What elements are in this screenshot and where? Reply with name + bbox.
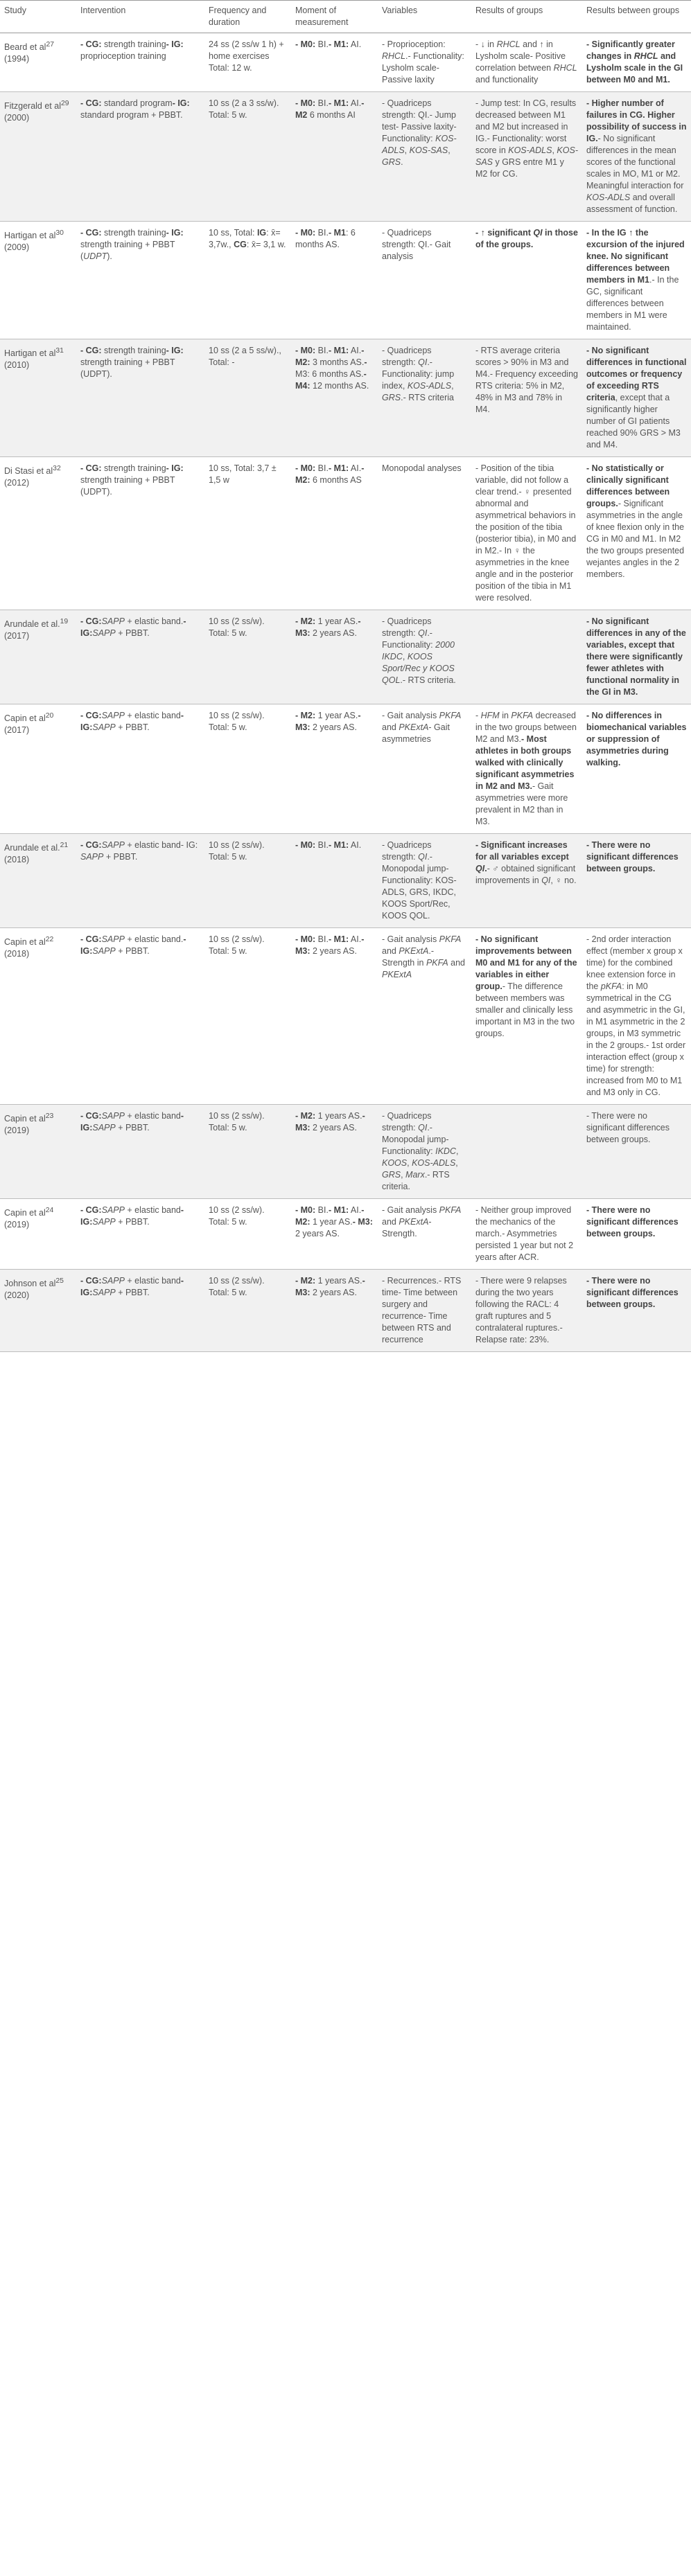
- cell-intervention: - CG: strength training- IG: proprioception training: [80, 39, 184, 61]
- table-row: [0, 1105, 691, 1199]
- cell-results-groups: - Jump test: In CG, results decreased between M1 and M2 but increased in IG.- Functionality: worst score in KOS-ADLS, KOS-SAS y GRS entre M1 y M2 for CG.: [475, 98, 578, 179]
- cell-results-between: - Higher number of failures in CG. Higher possibility of success in IG.- No significant differences in the mean scores of the functional scales in MO, M1 or M2. Meaningful interaction for KOS-ADLS and overall assessment of function.: [586, 98, 687, 214]
- cell-results-between: - In the IG ↑ the excursion of the injured knee. No significant differences between members in M1.- In the GC, significant differences between members in M1 were maintained.: [586, 228, 685, 332]
- cell-intervention: - CG:SAPP + elastic band- IG: SAPP + PBBT.: [80, 840, 198, 862]
- header-intervention: Intervention: [76, 1, 204, 33]
- cell-frequency: 24 ss (2 ss/w 1 h) + home exercises Total: 12 w.: [209, 39, 284, 73]
- cell-results-groups: - Neither group improved the mechanics of the march.- Asymmetries persisted 1 year but not 2 years after ACR.: [475, 1205, 574, 1262]
- header-results-groups: Results of groups: [471, 1, 582, 33]
- cell-study: Capin et $al^{24}$ (2019): [4, 1207, 54, 1230]
- cell-results-groups: - RTS average criteria scores > 90% in M3 and M4.- Frequency exceeding RTS criteria: 5% in M2, 48% in M3 and 78% in M4.: [475, 346, 578, 414]
- cell-frequency: 10 ss (2 ss/w). Total: 5 w.: [209, 1276, 265, 1297]
- table-row: [0, 1270, 691, 1352]
- table-row: [0, 457, 691, 610]
- table-body: [0, 33, 691, 1352]
- header-row: [0, 1, 691, 33]
- cell-intervention: - CG:SAPP + elastic band- IG:SAPP + PBBT.: [80, 1276, 184, 1297]
- cell-moment: - M2: 1 years AS.- M3: 2 years AS.: [295, 1111, 365, 1132]
- cell-frequency: 10 ss (2 ss/w). Total: 5 w.: [209, 934, 265, 956]
- cell-results-between: - There were no significant differences between groups.: [586, 1276, 679, 1309]
- cell-variables: - Quadriceps strength: QI.- Monopodal jump- Functionality: KOS-ADLS, GRS, IKDC, KOOS Sport/Rec, KOOS QOL.: [382, 840, 457, 921]
- cell-study: Capin et $al^{20}$ (2017): [4, 712, 54, 736]
- cell-moment: - M2: 1 year AS.- M3: 2 years AS.: [295, 616, 361, 638]
- cell-study: Fitzgerald et $al^{29}$ (2000): [4, 100, 69, 123]
- table-row: [0, 704, 691, 834]
- cell-moment: - M0: BI.- M1: 6 months AS.: [295, 228, 356, 249]
- cell-study: Di Stasi et $al^{32}$ (2012): [4, 465, 61, 488]
- cell-results-between: - No significant differences in functional outcomes or frequency of exceeding RTS criteria, except that a significantly higher number of GI patients reached 90% GRS > M3 and M4.: [586, 346, 687, 450]
- cell-study: Arundale et al.$^{21}$ (2018): [4, 842, 69, 865]
- cell-study: Johnson et $al^{25}$ (2020): [4, 1277, 64, 1301]
- table-row: [0, 339, 691, 457]
- cell-study: Capin et $al^{23}$ (2019): [4, 1112, 54, 1136]
- table-row: [0, 33, 691, 92]
- cell-frequency: 10 ss, Total: 3,7 ± 1,5 w: [209, 463, 277, 485]
- cell-frequency: 10 ss (2 ss/w). Total: 5 w.: [209, 1205, 265, 1227]
- cell-variables: - Recurrences.- RTS time- Time between surgery and recurrence- Time between RTS and recurrence: [382, 1276, 462, 1344]
- cell-variables: - Gait analysis PKFA and PKExtA- Strength.: [382, 1205, 462, 1238]
- header-variables: Variables: [378, 1, 471, 33]
- cell-frequency: 10 ss (2 ss/w). Total: 5 w.: [209, 1111, 265, 1132]
- cell-results-between: - There were no significant differences between groups.: [586, 840, 679, 873]
- cell-results-groups: - ↑ significant QI in those of the groups.: [475, 228, 578, 249]
- cell-intervention: - CG:SAPP + elastic band.- IG:SAPP + PBBT.: [80, 934, 186, 956]
- header-results-between: Results between groups: [582, 1, 691, 33]
- cell-results-between: - There were no significant differences between groups.: [586, 1111, 670, 1144]
- cell-variables: - Quadriceps strength: QI.- Jump test- Passive laxity- Functionality: KOS-ADLS, KOS-SAS, GRS.: [382, 98, 457, 167]
- cell-intervention: - CG: strength training- IG: strength training + PBBT (UDPT).: [80, 228, 184, 261]
- cell-intervention: - CG:SAPP + elastic band- IG:SAPP + PBBT.: [80, 711, 184, 732]
- cell-variables: - Gait analysis PKFA and PKExtA- Gait asymmetries: [382, 711, 462, 744]
- cell-results-groups: - Position of the tibia variable, did not follow a clear trend.- ♀ presented abnormal and asymmetrical behaviors in the position of the tibia (posterior tibia), in M0 and in M2.- In ♀ the asymmetries in the knee angle and in the posterior position of the tibia in M1 were resolved.: [475, 463, 577, 603]
- cell-intervention: - CG:SAPP + elastic band- IG:SAPP + PBBT.: [80, 1205, 184, 1227]
- cell-variables: - Proprioception: RHCL.- Functionality: Lysholm scale- Passive laxity: [382, 39, 464, 85]
- cell-study: Beard et $al^{27}$ (1994): [4, 41, 55, 64]
- table-row: [0, 222, 691, 339]
- cell-results-between: - Significantly greater changes in RHCL and Lysholm scale in the GI between M0 and M1.: [586, 39, 683, 85]
- cell-results-groups: [471, 1105, 582, 1199]
- cell-frequency: 10 ss (2 a 5 ss/w)., Total: -: [209, 346, 281, 367]
- header-study: Study: [0, 1, 76, 33]
- cell-variables: - Quadriceps strength: QI.- Gait analysis: [382, 228, 451, 261]
- cell-intervention: - CG: strength training- IG: strength training + PBBT (UDPT).: [80, 463, 184, 497]
- cell-intervention: - CG:SAPP + elastic band.- IG:SAPP + PBBT.: [80, 616, 186, 638]
- cell-moment: - M0: BI.- M1: AI.- M2: 1 year AS.- M3: 2 years AS.: [295, 1205, 373, 1238]
- table-row: [0, 1199, 691, 1270]
- table-row: [0, 928, 691, 1105]
- cell-results-groups: - Significant increases for all variables except QI.- ♂ obtained significant improvements in QI, ♀ no.: [475, 840, 577, 885]
- cell-results-between: - No differences in biomechanical variables or suppression of asymmetries during walking.: [586, 711, 687, 767]
- cell-results-groups: - No significant improvements between M0 and M1 for any of the variables in either group.- The difference between members was smaller and clinically less important in M3 in the two groups.: [475, 934, 577, 1038]
- cell-moment: - M0: BI.- M1: AI.: [295, 39, 362, 49]
- cell-variables: - Quadriceps strength: QI.- Monopodal jump- Functionality: IKDC, KOOS, KOS-ADLS, GRS, Marx.- RTS criteria.: [382, 1111, 459, 1191]
- cell-moment: - M0: BI.- M1: AI.: [295, 840, 362, 850]
- cell-frequency: 10 ss (2 ss/w). Total: 5 w.: [209, 616, 265, 638]
- cell-results-groups: [471, 610, 582, 704]
- cell-moment: - M2: 1 year AS.- M3: 2 years AS.: [295, 711, 361, 732]
- cell-intervention: - CG: standard program- IG: standard program + PBBT.: [80, 98, 190, 120]
- table-header: [0, 1, 691, 33]
- cell-results-groups: - HFM in PKFA decreased in the two groups between M2 and M3.- Most athletes in both groups walked with clinically significant asymmetries in M2 and M3.- Gait asymmetries were more prevalent in M2 than in M3.: [475, 711, 577, 826]
- cell-results-groups: - ↓ in RHCL and ↑ in Lysholm scale- Positive correlation between RHCL and functionality: [475, 39, 577, 85]
- cell-results-groups: - There were 9 relapses during the two years following the RACL: 4 graft ruptures and 5 contralateral ruptures.- Relapse rate: 23%.: [475, 1276, 567, 1344]
- cell-variables: - Gait analysis PKFA and PKExtA.- Strength in PKFA and PKExtA: [382, 934, 466, 979]
- cell-moment: - M0: BI.- M1: AI.- M2: 3 months AS.- M3: 6 months AS.- M4: 12 months AS.: [295, 346, 369, 391]
- cell-moment: - M0: BI.- M1: AI.- M3: 2 years AS.: [295, 934, 365, 956]
- cell-moment: - M0: BI.- M1: AI.- M2: 6 months AS: [295, 463, 365, 485]
- cell-study: Arundale et al.$^{19}$ (2017): [4, 618, 69, 641]
- header-frequency: Frequency and duration: [204, 1, 291, 33]
- cell-results-between: - There were no significant differences between groups.: [586, 1205, 679, 1238]
- cell-results-between: - No significant differences in any of the variables, except that there were significantly fewer athletes with functional normality in the GI in M3.: [586, 616, 686, 697]
- cell-frequency: 10 ss (2 ss/w). Total: 5 w.: [209, 711, 265, 732]
- table-row: [0, 834, 691, 928]
- cell-frequency: 10 ss (2 ss/w). Total: 5 w.: [209, 840, 265, 862]
- cell-results-between: - No statistically or clinically significant differences between groups.- Significant asymmetries in the angle of knee flexion only in the CG in M0 and M1. In M2 the two groups presented wejantes angles in the 2 members.: [586, 463, 685, 579]
- cell-frequency: 10 ss (2 a 3 ss/w). Total: 5 w.: [209, 98, 279, 120]
- cell-variables: - Quadriceps strength: QI.- Functionality: jump index, KOS-ADLS, GRS.- RTS criteria: [382, 346, 455, 402]
- cell-intervention: - CG:SAPP + elastic band- IG:SAPP + PBBT.: [80, 1111, 184, 1132]
- cell-frequency: 10 ss, Total: IG: x̄= 3,7w., CG: x̄= 3,1 w.: [209, 228, 286, 249]
- cell-variables: Monopodal analyses: [382, 463, 462, 473]
- cell-variables: - Quadriceps strength: QI.- Functionality: 2000 IKDC, KOOS Sport/Rec y KOOS QOL.- RTS criteria.: [382, 616, 456, 685]
- header-moment: Moment of measurement: [291, 1, 378, 33]
- cell-study: Capin et $al^{22}$ (2018): [4, 936, 54, 959]
- cell-intervention: - CG: strength training- IG: strength training + PBBT (UDPT).: [80, 346, 184, 379]
- cell-results-between: - 2nd order interaction effect (member x group x time) for the combined knee extension force in the pKFA: in M0 symmetrical in the CG and asymmetric in the GI, in M1 asymmetric in the 2 groups, in M3 symmetric in the 2 groups.- 1st order interaction effect (group x time) for strength: increased from M0 to M1 and M3 only in CG.: [586, 934, 686, 1097]
- cell-study: Hartigan et $al^{31}$ (2010): [4, 347, 64, 371]
- cell-moment: - M0: BI.- M1: AI.- M2 6 months AI: [295, 98, 365, 120]
- table-row: [0, 610, 691, 704]
- cell-moment: - M2: 1 years AS.- M3: 2 years AS.: [295, 1276, 365, 1297]
- cell-study: Hartigan et $al^{30}$ (2009): [4, 229, 64, 253]
- table-row: [0, 92, 691, 222]
